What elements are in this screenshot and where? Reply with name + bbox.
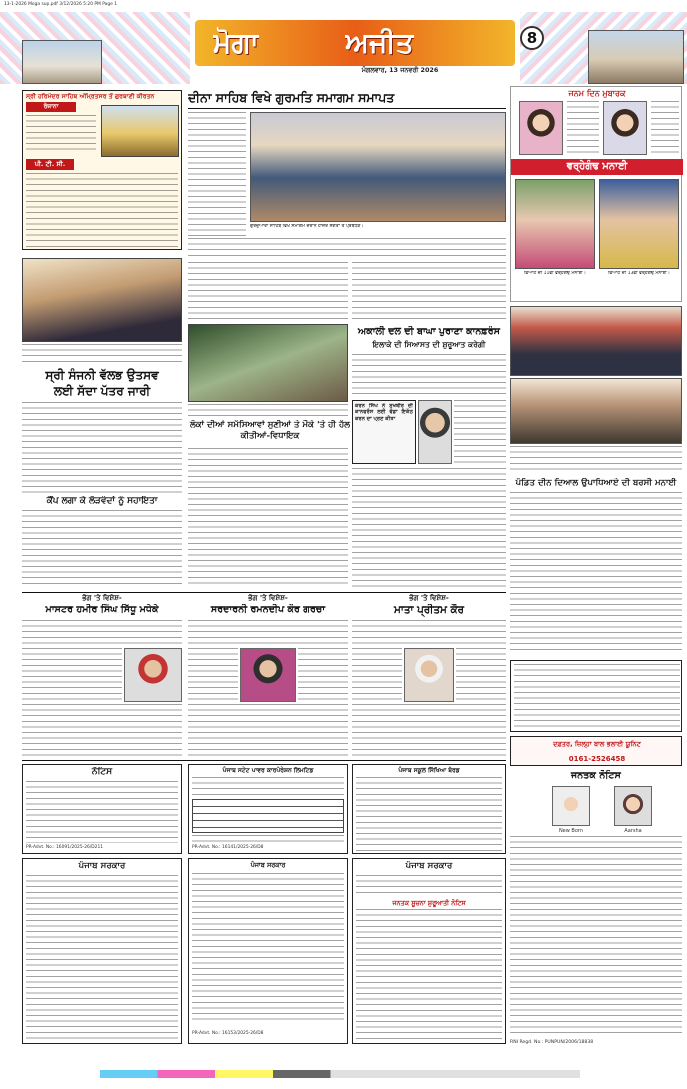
- new-born-photo: [552, 786, 590, 826]
- notice-title: ਨੋਟਿਸ: [91, 767, 113, 777]
- main-story-text: [188, 238, 506, 258]
- punjab-notice-1-text: [26, 875, 178, 1039]
- masthead-city: ਮੋਗਾ: [213, 26, 259, 59]
- divider: [188, 108, 506, 109]
- shopkeeper-story-text: [188, 448, 348, 588]
- divider: [22, 760, 506, 761]
- obit-3-text-c: [456, 648, 506, 702]
- punjab-notice-1-title: ਪੰਜਾਬ ਸਰਕਾਰ: [78, 861, 126, 871]
- masthead: [0, 12, 687, 84]
- birthday-title: ਜਨਮ ਦਿਨ ਮੁਬਾਰਕ: [568, 89, 626, 98]
- obit-3-photo: [404, 648, 454, 702]
- conference-quote: ਕਰਨ ਸਿੰਘ ਨੇ ਸੁਖਬੀਰ ਦੀ ਕਾਨਫਰੰਸ ਲਈ ਵੱਡਾ ਇਕੱਠ ਕਰਨ ਦਾ ਪ੍ਰਣ ਕੀਤਾ: [355, 403, 413, 422]
- leader-photo: [418, 400, 452, 464]
- kirtan-label-daily: ਰੋਜ਼ਾਨਾ: [26, 102, 76, 112]
- rni-number: RNI Regd. No.: PUNPUN/2006/18838: [510, 1040, 594, 1045]
- obit-1-kicker: ਭੋਗ 'ਤੇ ਵਿਸ਼ੇਸ਼-: [82, 594, 122, 602]
- child-welfare-title: ਦਫ਼ਤਰ, ਜ਼ਿਲ੍ਹਾ ਬਾਲ ਭਲਾਈ ਯੂਨਿਟ: [553, 740, 641, 748]
- kirtan-label-ptc: ਪੀ. ਟੀ. ਸੀ.: [26, 159, 74, 170]
- small-ad-text: [514, 664, 680, 730]
- new-born-label: New Born: [558, 828, 584, 834]
- pandit-story-text: [510, 492, 682, 654]
- birthday-column: [510, 86, 682, 302]
- print-color-bar: [100, 1070, 580, 1078]
- public-notice-text: [510, 836, 682, 1036]
- kirtan-title: ਸ੍ਰੀ ਹਰਿਮੰਦਰ ਸਾਹਿਬ ਅੰਮ੍ਰਿਤਸਰ ਤੋਂ ਗੁਰਬਾਣੀ ਕੀਰਤਨ: [26, 93, 155, 100]
- kirtan-box: [22, 90, 182, 250]
- pandit-caption: [510, 446, 682, 474]
- divider: [22, 592, 506, 593]
- punjab-notice-1: [22, 858, 182, 1044]
- child-welfare-phone: 0161-2526458: [568, 755, 626, 763]
- conference-text-2: [454, 400, 506, 464]
- obit-1-name: ਮਾਸਟਰ ਹਮੀਰ ਸਿੰਘ ਸਿੱਧੂ ਮਧੇਕੇ: [45, 604, 159, 615]
- education-box: [352, 764, 506, 854]
- birthday-text-2: [651, 101, 679, 155]
- obit-3-text-b: [352, 648, 402, 702]
- masthead-banner: [195, 20, 515, 66]
- camp-headline: ਕੈਂਪ ਲਗਾ ਕੇ ਲੋੜਵੰਦਾਂ ਨੂੰ ਸਹਾਇਤਾ: [46, 496, 158, 506]
- punjab-notice-3-intro: [356, 875, 502, 897]
- main-story-col1: [188, 112, 246, 236]
- sanjni-caption: [22, 344, 182, 364]
- public-notice-title: ਜਨਤਕ ਨੋਟਿਸ: [571, 770, 621, 781]
- notice-pr-number: PR-Advt. No.: 16091/2025-26/D211: [26, 845, 104, 850]
- conference-headline-2: ਇਲਾਕੇ ਦੀ ਸਿਆਸਤ ਦੀ ਸ਼ੁਰੂਆਤ ਕਰੇਗੀ: [372, 340, 486, 349]
- couple-caption-2: ਵਿਆਹ ਦੀ 13ਵੀਂ ਵਰ੍ਹੇਗੰਢ ਮਨਾਈ।: [608, 271, 670, 276]
- conference-headline-1: ਅਕਾਲੀ ਦਲ ਦੀ ਬਾਘਾ ਪੁਰਾਣਾ ਕਾਨਫ਼ਰੰਸ: [357, 326, 501, 337]
- obit-2-photo: [240, 648, 296, 702]
- tender-table: [192, 799, 344, 833]
- punjab-notice-3-title: ਪੰਜਾਬ ਸਰਕਾਰ: [405, 861, 453, 871]
- obit-2-kicker: ਭੋਗ 'ਤੇ ਵਿਸ਼ੇਸ਼-: [248, 594, 288, 602]
- obit-1-text-b: [22, 648, 122, 702]
- main-story-caption: ਗੁਰਦੁਆਰਾ ਸਾਹਿਬ ਵਿਖੇ ਸਮਾਗਮ ਦੌਰਾਨ ਹਾਜ਼ਰ ਸੰਗਤਾਂ ਤੇ ਪ੍ਰਬੰਧਕ।: [250, 224, 364, 229]
- main-headline: ਦੀਨਾ ਸਾਹਿਬ ਵਿਖੇ ਗੁਰਮਤਿ ਸਮਾਗਮ ਸਮਾਪਤ: [188, 90, 395, 105]
- punjab-notice-2-pr: PR-Advt. No.: 16153/2025-26/D8: [192, 1031, 264, 1036]
- main-story-photo: [250, 112, 506, 222]
- building-photo-right: [588, 30, 684, 84]
- center-right-text-top: [352, 262, 506, 322]
- shopkeeper-caption: [188, 404, 348, 418]
- obit-2-text-c: [298, 648, 348, 702]
- education-title: ਪੰਜਾਬ ਸਕੂਲ ਸਿੱਖਿਆ ਬੋਰਡ: [398, 767, 460, 774]
- child-welfare-box: [510, 736, 682, 766]
- print-meta: 13-1-2026 Moga sup.pdf 3/12/2026 5:20 PM Page 1: [4, 2, 118, 7]
- obit-3-kicker: ਭੋਗ 'ਤੇ ਵਿਸ਼ੇਸ਼-: [409, 594, 449, 602]
- pandit-headline: ਪੰਡਿਤ ਦੀਨ ਦਿਆਲ ਉਪਾਧਿਆਏ ਦੀ ਬਰਸੀ ਮਨਾਈ: [515, 478, 677, 488]
- tender-title: ਪੰਜਾਬ ਸਟੇਟ ਪਾਵਰ ਕਾਰਪੋਰੇਸ਼ਨ ਲਿਮਟਿਡ: [222, 767, 314, 774]
- conference-text-3: [352, 468, 506, 588]
- sanjni-headline-2: ਲਈ ਸੱਦਾ ਪੱਤਰ ਜਾਰੀ: [53, 384, 151, 398]
- couple-photo-1: [515, 179, 595, 269]
- tender-pr-number: PR-Advt. No.: 16141/2025-26/D8: [192, 845, 264, 850]
- punjab-notice-2: [188, 858, 348, 1044]
- tender-box: [188, 764, 348, 854]
- child-photo-1: [519, 101, 563, 155]
- aarsha-label: Aarsha: [624, 828, 642, 834]
- shopkeeper-photo: [188, 324, 348, 402]
- golden-temple-photo: [101, 105, 179, 157]
- punjab-notice-3: [352, 858, 506, 1044]
- small-ad-box: [510, 660, 682, 732]
- temple-photo-left: [22, 40, 102, 84]
- kirtan-schedule-text: [26, 173, 178, 247]
- obit-2-text-a: [188, 620, 348, 644]
- conference-text: [352, 354, 506, 398]
- birthday-text-1: [567, 101, 599, 155]
- notice-box: [22, 764, 182, 854]
- obit-1-text-c: [22, 704, 182, 756]
- obit-3-text-a: [352, 620, 506, 644]
- sanjni-photo: [22, 258, 182, 342]
- obit-2-text-d: [188, 704, 348, 756]
- punjab-notice-3-text: [356, 909, 502, 1039]
- obit-2-name: ਸਰਦਾਰਨੀ ਰਮਨਦੀਪ ਕੌਰ ਗਰਚਾ: [210, 604, 326, 615]
- conference-quote-box: [352, 400, 416, 464]
- shopkeeper-headline: ਲੋਕਾਂ ਦੀਆਂ ਸਮੱਸਿਆਵਾਂ ਸੁਣੀਆਂ ਤੇ ਮੌਕੇ 'ਤੇ ਹੀ ਹੱਲ ਕੀਤੀਆਂ-ਵਿਧਾਇਕ: [189, 420, 351, 441]
- obit-1-photo: [124, 648, 182, 702]
- punjab-notice-3-subtitle: ਜਨਤਕ ਸੂਚਨਾ ਸ਼ੁਰੂਆਤੀ ਨੋਟਿਸ: [392, 899, 466, 907]
- sanjni-story-text: [22, 402, 182, 494]
- couple-photo-2: [599, 179, 679, 269]
- child-photo-2: [603, 101, 647, 155]
- notice-text: [26, 781, 178, 843]
- couple-caption-1: ਵਿਆਹ ਦੀ 11ਵੀਂ ਵਰ੍ਹੇਗੰਢ ਮਨਾਈ।: [524, 271, 586, 276]
- obit-3-name: ਮਾਤਾ ਪ੍ਰੀਤਮ ਕੌਰ: [394, 604, 464, 616]
- kirtan-text: [26, 115, 96, 153]
- camp-story-text: [22, 510, 182, 588]
- punjab-notice-2-text: [192, 873, 344, 1023]
- tender-intro: [192, 777, 344, 797]
- pandit-photo-2: [510, 378, 682, 444]
- masthead-date: ਮੰਗਲਵਾਰ, 13 ਜਨਵਰੀ 2026: [361, 66, 439, 74]
- sanjni-headline-1: ਸ੍ਰੀ ਸੰਜਨੀ ਵੱਲਭ ਉਤਸਵ: [45, 368, 159, 382]
- pandit-photo-1: [510, 306, 682, 376]
- center-story-text-top: [188, 262, 348, 322]
- obit-3-text-d: [352, 704, 506, 756]
- punjab-notice-2-title: ਪੰਜਾਬ ਸਰਕਾਰ: [250, 861, 286, 869]
- education-text: [356, 777, 502, 851]
- anniversary-title: ਵਰ੍ਹੇਗੰਢ ਮਨਾਈ: [511, 159, 683, 175]
- obit-1-text-a: [22, 620, 182, 644]
- obit-2-text-b: [188, 648, 238, 702]
- page-number: 8: [520, 26, 544, 50]
- masthead-paper: ਅਜੀਤ: [345, 26, 414, 59]
- aarsha-photo: [614, 786, 652, 826]
- tender-footer: [192, 835, 344, 843]
